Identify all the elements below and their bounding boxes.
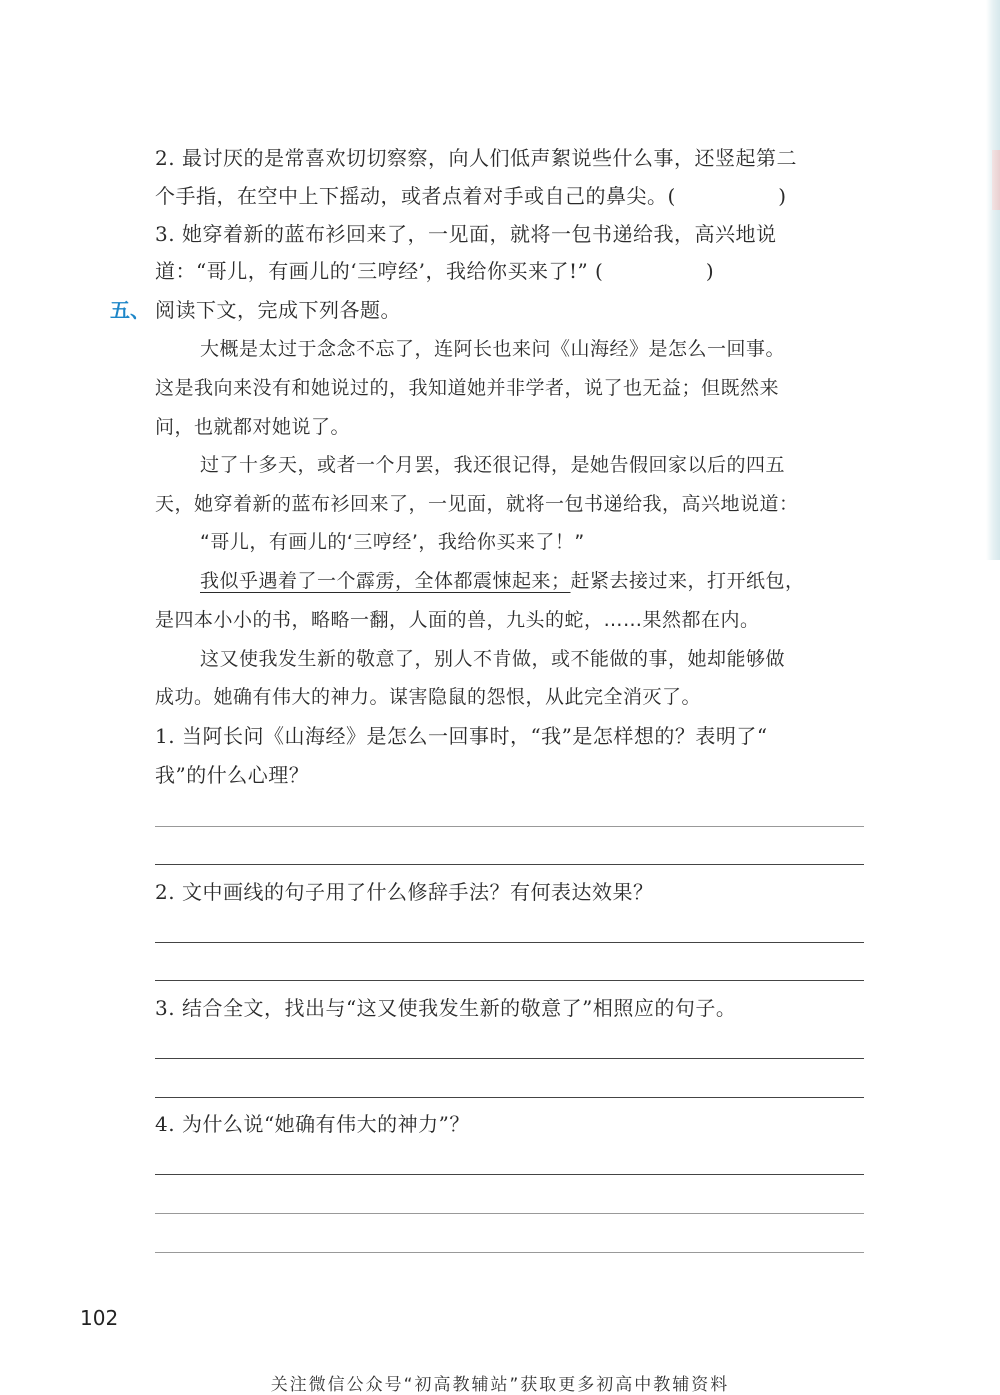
answer-line-q1-1[interactable] — [155, 826, 864, 827]
underlined-sentence: 我似乎遇着了一个霹雳，全体都震悚起来； — [200, 570, 571, 592]
section-heading: 阅读下文，完成下列各题。 — [155, 298, 401, 322]
answer-line-q4-3[interactable] — [155, 1252, 864, 1253]
item-2-line-2: 个手指，在空中上下摇动，或者点着对手或自己的鼻尖。( ) — [155, 184, 787, 208]
answer-line-q3-2[interactable] — [155, 1097, 864, 1098]
page-number: 102 — [80, 1306, 119, 1330]
page-edge-decoration — [986, 0, 1000, 560]
passage-p1-line-2: 这是我向来没有和她说过的，我知道她并非学者，说了也无益；但既然来 — [155, 377, 780, 399]
item-3-line-1: 3. 她穿着新的蓝布衫回来了，一见面，就将一包书递给我，高兴地说 — [155, 222, 777, 246]
passage-p1-line-1: 大概是太过于念念不忘了，连阿长也来问《山海经》是怎么一回事。 — [200, 338, 786, 360]
question-4: 4. 为什么说“她确有伟大的神力”？ — [155, 1112, 470, 1136]
answer-line-q1-2[interactable] — [155, 864, 864, 865]
passage-p2-line-1: 过了十多天，或者一个月罢，我还很记得，是她告假回家以后的四五 — [200, 454, 786, 476]
passage-p2-line-2: 天，她穿着新的蓝布衫回来了，一见面，就将一包书递给我，高兴地说道： — [155, 493, 799, 515]
item-3-line-2: 道：“哥儿，有画儿的‘三哼经’，我给你买来了!” ( ) — [155, 259, 715, 283]
passage-p3-line-1: “哥儿，有画儿的‘三哼经’，我给你买来了！” — [200, 531, 585, 553]
passage-p1-line-3: 问，也就都对她说了。 — [155, 416, 351, 438]
item-2-line-1: 2. 最讨厌的是常喜欢切切察察，向人们低声絮说些什么事，还竖起第二 — [155, 146, 797, 170]
page-edge-accent — [992, 150, 1000, 210]
answer-line-q2-2[interactable] — [155, 980, 864, 981]
passage-p5-line-2: 成功。她确有伟大的神力。谋害隐鼠的怨恨，从此完全消灭了。 — [155, 686, 702, 708]
answer-line-q4-1[interactable] — [155, 1174, 864, 1175]
passage-p4-rest: 赶紧去接过来，打开纸包， — [570, 570, 805, 592]
answer-line-q4-2[interactable] — [155, 1213, 864, 1214]
answer-line-q2-1[interactable] — [155, 942, 864, 943]
footer-watermark-text: 关注微信公众号“初高教辅站”获取更多初高中教辅资料 — [270, 1375, 730, 1395]
passage-p4-line-2: 是四本小小的书，略略一翻，人面的兽，九头的蛇，……果然都在内。 — [155, 609, 760, 631]
question-1-line-1: 1. 当阿长问《山海经》是怎么一回事时，“我”是怎样想的？表明了“ — [155, 724, 768, 748]
question-2: 2. 文中画线的句子用了什么修辞手法？有何表达效果？ — [155, 880, 654, 904]
passage-p5-line-1: 这又使我发生新的敬意了，别人不肯做，或不能做的事，她却能够做 — [200, 648, 786, 670]
question-1-line-2: 我”的什么心理？ — [155, 763, 310, 787]
question-3: 3. 结合全文，找出与“这又使我发生新的敬意了”相照应的句子。 — [155, 996, 737, 1020]
section-number: 五、 — [110, 298, 150, 322]
passage-p4-line-1 — [200, 569, 805, 593]
answer-line-q3-1[interactable] — [155, 1058, 864, 1059]
